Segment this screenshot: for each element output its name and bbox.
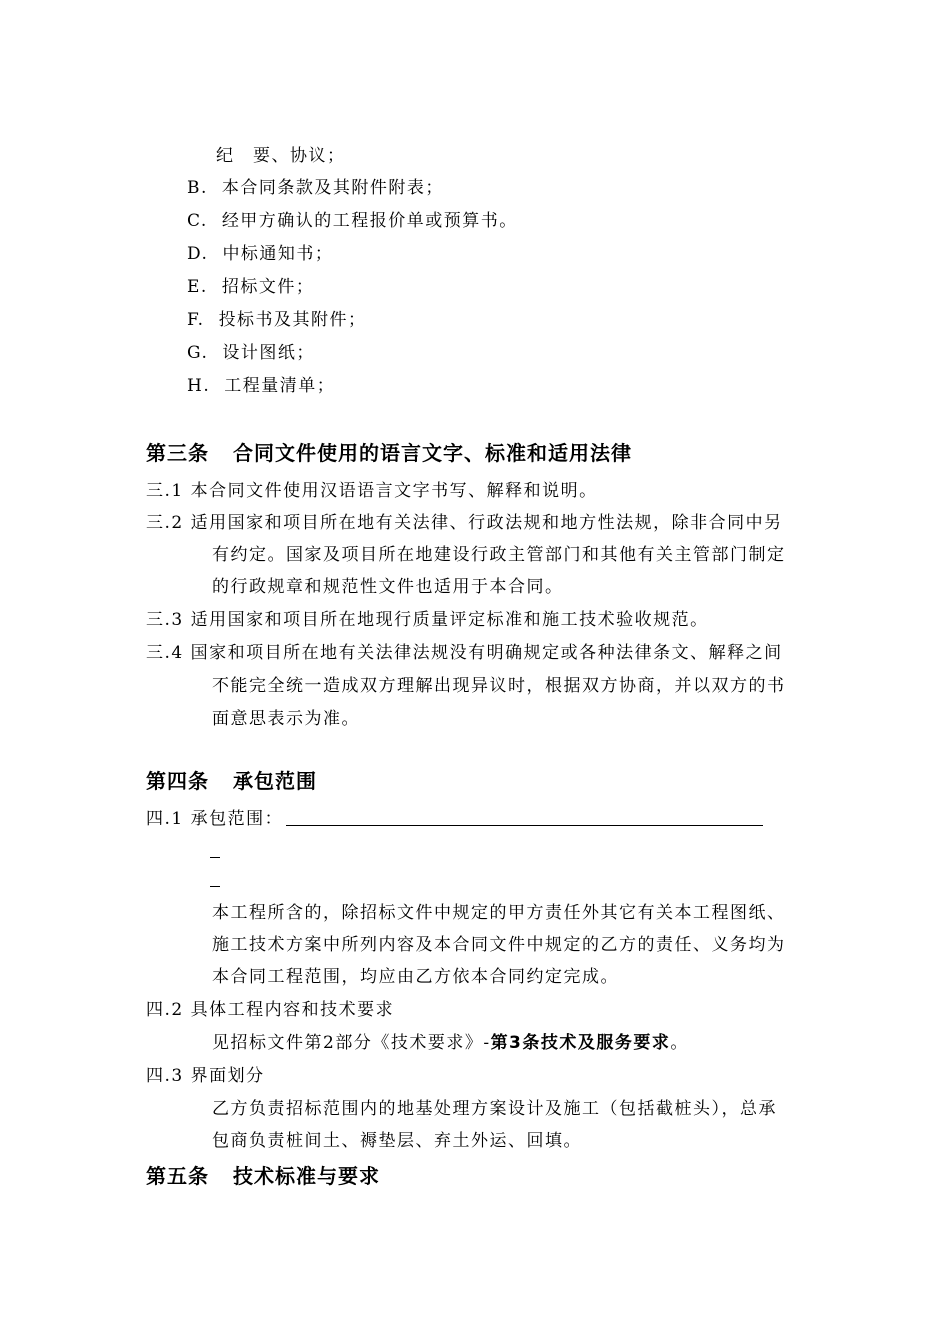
- list-item-continuation: 纪 要、协议；: [216, 146, 346, 166]
- list-item: H. 工程量清单；: [187, 376, 336, 396]
- article-3-heading: 第三条 合同文件使用的语言文字、标准和适用法律: [146, 441, 632, 465]
- list-item: B. 本合同条款及其附件附表；: [187, 178, 444, 198]
- clause-3-4-line: 面意思表示为准。: [212, 709, 360, 729]
- clause-4-3-label: 四.3 界面划分: [146, 1066, 265, 1086]
- list-item: D. 中标通知书；: [187, 244, 334, 264]
- article-5-heading: 第五条 技术标准与要求: [146, 1164, 380, 1188]
- list-item: C. 经甲方确认的工程报价单或预算书。: [187, 211, 518, 231]
- clause-4-3-body: 乙方负责招标范围内的地基处理方案设计及施工（包括截桩头），总承: [212, 1099, 777, 1119]
- list-item: G. 设计图纸；: [187, 343, 315, 363]
- clause-4-1-body: 施工技术方案中所列内容及本合同文件中规定的乙方的责任、义务均为: [212, 935, 786, 955]
- clause-3-4: 三.4 国家和项目所在地有关法律法规没有明确规定或各种法律条文、解释之间: [146, 643, 783, 663]
- clause-4-1-label: 四.1 承包范围：: [146, 809, 284, 829]
- clause-4-3-body: 包商负责桩间土、褥垫层、弃土外运、回填。: [212, 1131, 582, 1151]
- clause-3-2-line: 的行政规章和规范性文件也适用于本合同。: [212, 577, 564, 597]
- list-item: F. 投标书及其附件；: [187, 310, 367, 330]
- clause-3-2-line: 有约定。国家及项目所在地建设行政主管部门和其他有关主管部门制定: [212, 545, 786, 565]
- article-4-heading: 第四条 承包范围: [146, 769, 317, 793]
- reference-bold: 第3条技术及服务要求: [490, 1033, 671, 1053]
- clause-4-2-label: 四.2 具体工程内容和技术要求: [146, 1000, 395, 1020]
- clause-3-2: 三.2 适用国家和项目所在地有关法律、行政法规和地方性法规，除非合同中另: [146, 513, 783, 533]
- clause-3-3: 三.3 适用国家和项目所在地现行质量评定标准和施工技术验收规范。: [146, 610, 709, 630]
- blank-dash: [210, 886, 220, 887]
- clause-4-1-body: 本合同工程范围，均应由乙方依本合同约定完成。: [212, 967, 619, 987]
- fill-in-blank-line: [286, 825, 763, 826]
- blank-dash: [210, 857, 220, 858]
- list-item: E. 招标文件；: [187, 277, 315, 297]
- clause-3-4-line: 不能完全统一造成双方理解出现异议时，根据双方协商，并以双方的书: [212, 676, 786, 696]
- clause-4-2-body: 见招标文件第2部分《技术要求》-第3条技术及服务要求。: [212, 1033, 689, 1053]
- clause-4-1-body: 本工程所含的，除招标文件中规定的甲方责任外其它有关本工程图纸、: [212, 903, 786, 923]
- clause-3-1: 三.1 本合同文件使用汉语语言文字书写、解释和说明。: [146, 481, 598, 501]
